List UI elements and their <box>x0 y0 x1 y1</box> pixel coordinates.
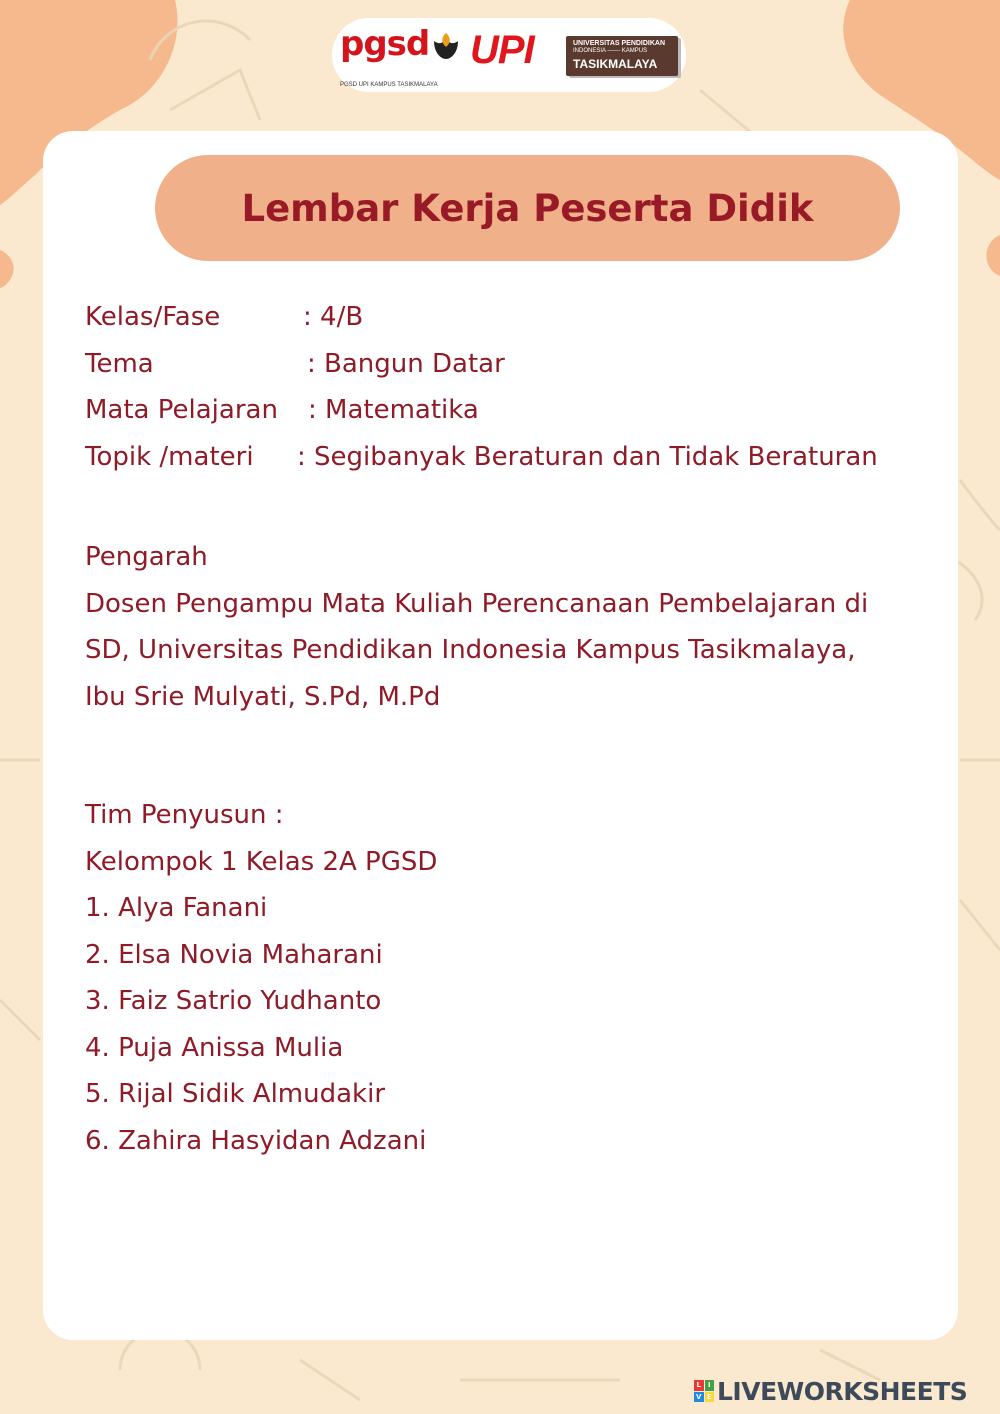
info-value: : Bangun Datar <box>307 348 505 379</box>
pengarah-section <box>85 534 945 720</box>
info-value: : 4/B <box>303 302 364 332</box>
upi-logo-text: UPI <box>470 28 534 72</box>
campus-name-box <box>566 36 678 76</box>
pgsd-logo-mark: pgsd <box>340 24 430 64</box>
pengarah-line: SD, Universitas Pendidikan Indonesia Kampus Tasikmalaya, <box>85 635 856 665</box>
pgsd-logo-subtitle: PGSD UPI KAMPUS TASIKMALAYA <box>340 82 438 88</box>
pgsd-logo <box>340 22 440 92</box>
tim-heading: Tim Penyusun : <box>85 800 284 830</box>
info-value: : Segibanyak Beraturan dan Tidak Beraturan <box>297 441 878 472</box>
member-item: 3. Faiz Satrio Yudhanto <box>85 986 382 1016</box>
title-banner <box>155 155 900 261</box>
campus-line-2: INDONESIA ─── KAMPUS <box>573 48 648 54</box>
pengarah-line: Dosen Pengampu Mata Kuliah Perencanaan Pembelajaran di <box>85 588 869 619</box>
icon-letter: V <box>694 1392 704 1403</box>
page-title: Lembar Kerja Peserta Didik <box>241 186 814 230</box>
icon-letter: E <box>705 1392 715 1403</box>
icon-letter: L <box>694 1380 704 1391</box>
member-item: 6. Zahira Hasyidan Adzani <box>85 1125 427 1156</box>
upi-emblem-icon <box>431 31 461 61</box>
member-item: 5. Rijal Sidik Almudakir <box>85 1079 386 1109</box>
tim-penyusun-section <box>85 792 945 1164</box>
info-label: Topik /materi <box>85 441 254 472</box>
pengarah-line: Ibu Srie Mulyati, S.Pd, M.Pd <box>85 681 441 712</box>
logo-header <box>332 18 686 92</box>
member-item: 4. Puja Anissa Mulia <box>85 1032 344 1063</box>
campus-line-1: UNIVERSITAS PENDIDIKAN <box>573 40 666 47</box>
liveworksheets-text: LIVEWORKSHEETS <box>717 1376 968 1406</box>
campus-line-3: TASIKMALAYA <box>573 57 658 71</box>
liveworksheets-watermark[interactable] <box>694 1376 994 1406</box>
pengarah-heading: Pengarah <box>85 542 208 572</box>
info-label: Tema <box>85 348 154 379</box>
info-value: : Matematika <box>308 395 479 425</box>
icon-letter: I <box>705 1380 715 1391</box>
info-label: Mata Pelajaran <box>85 395 278 425</box>
member-item: 2. Elsa Novia Maharani <box>85 939 383 970</box>
liveworksheets-icon <box>694 1380 714 1402</box>
member-item: 1. Alya Fanani <box>85 893 268 923</box>
info-label: Kelas/Fase <box>85 302 221 332</box>
tim-group: Kelompok 1 Kelas 2A PGSD <box>85 846 438 877</box>
